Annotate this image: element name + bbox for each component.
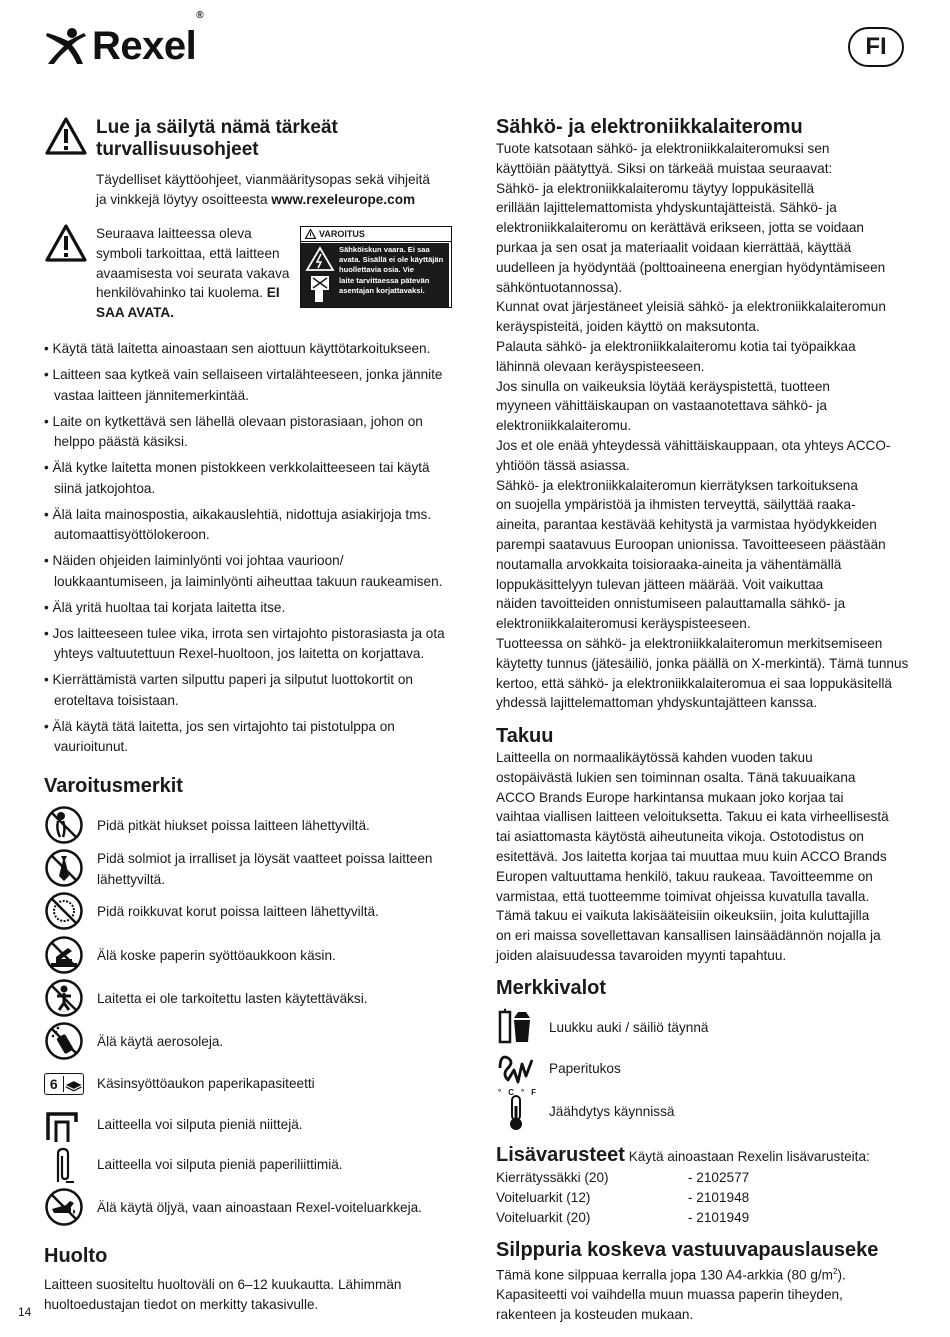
warning-label-header [301, 227, 451, 242]
paperclip-icon [44, 1146, 84, 1186]
weee-line: elektroniikkalaiteromu on kerättävä erikseen, jotta se voidaan [496, 220, 864, 236]
weee-line: Tuotteessa on sähkö- ja elektroniikkalaiteromun merkitsemiseen [496, 635, 883, 651]
list-item: • Kierrättämistä varten silputtu paperi ja silputut luottokortit on eroteltava toisistaan. [44, 670, 456, 711]
warning-symbol-row [44, 1187, 456, 1227]
accessory-name: Voiteluarkit (20) [496, 1209, 591, 1225]
weee-line: Palauta sähkö- ja elektroniikkalaiteromu kotia tai työpaikkaa [496, 338, 856, 354]
warning-symbol-text: Käsinsyöttöaukon paperikapasiteetti [97, 1076, 315, 1091]
warning-label-text [339, 245, 449, 296]
weee-line: uudelleen ja hyödyntää (polttoaineena energian hyödyntämiseen [496, 259, 886, 275]
indicator-row [496, 1090, 674, 1132]
warning-label-title: VAROITUS [319, 229, 365, 239]
weee-text [496, 139, 916, 713]
accessory-name: Voiteluarkit (12) [496, 1189, 591, 1205]
paper-stack-icon [64, 1076, 83, 1092]
disclaimer-heading: Silppuria koskeva vastuuvapauslauseke [496, 1239, 879, 1261]
indicator-row [496, 1008, 708, 1046]
disclaimer-line-end: ). [837, 1267, 846, 1283]
weee-line: lähinnä olevaan keräyspisteeseen. [496, 358, 705, 374]
website-link[interactable]: www.rexeleurope.com [271, 191, 416, 207]
weee-line: käytetty tunnus (jätesäiliö, jonka päällä on X-merkintä). Tämä tunnus [496, 655, 909, 671]
list-item: • Älä kytke laitetta monen pistokkeen verkkolaitteeseen tai käytä siinä jatkojohtoa. [44, 458, 456, 499]
accessories-table [496, 1168, 749, 1227]
warning-symbol-row [44, 805, 456, 845]
paper-jam-icon [496, 1050, 536, 1086]
list-item: • Jos laitteeseen tulee vika, irrota sen virtajohto pistorasiasta ja ota yhteys valtuutettuun Rexel-huoltoon, jos laitetta on korjattava. [44, 624, 456, 665]
warning-triangle-icon [45, 117, 87, 155]
symbol-line: Seuraava laitteessa oleva [96, 226, 252, 241]
safety-intro-line2: ja vinkkejä löytyy osoitteesta [96, 191, 272, 207]
weee-line: purkaa ja sen osat ja materiaalit voidaan kierrättää, käyttää [496, 239, 852, 255]
brand-name: Rexel [92, 23, 197, 68]
indicators-heading: Merkkivalot [496, 977, 607, 999]
warning-label-line: avata. Sisällä ei ole käyttäjän [339, 255, 444, 265]
list-item: • Älä käytä tätä laitetta, jos sen virtajohto tai pistotulppa on vaurioitunut. [44, 717, 456, 758]
indicator-label: Jäähdytys käynnissä [549, 1103, 675, 1119]
warning-label-line: asentajan korjattavaksi. [339, 285, 425, 295]
no-jewelry-icon [44, 891, 84, 931]
no-oil-icon [44, 1187, 84, 1227]
weee-line: Kunnat ovat järjestäneet yleisiä sähkö- ja elektroniikkalaiteromun [496, 299, 886, 315]
table-row [496, 1188, 749, 1208]
weee-line: Jos et ole enää yhteydessä vähittäiskauppaan, ota yhteys ACCO- [496, 437, 891, 453]
warning-symbol-text: Älä käytä aerosoleja. [97, 1034, 224, 1049]
registered-mark: ® [196, 9, 204, 21]
weee-line: yhtiöön tässä asiassa. [496, 457, 630, 473]
staple-icon [44, 1108, 84, 1148]
warning-label-box [300, 226, 452, 308]
table-row [496, 1208, 749, 1228]
sheet-capacity-number: 6 [45, 1076, 64, 1092]
weee-line: keräyspisteitä, joiden käyttö on maksutonta. [496, 319, 760, 335]
weee-line: Tuote katsotaan sähkö- ja elektroniikkalaiteromuksi sen [496, 141, 830, 156]
warning-symbol-row [44, 1073, 456, 1095]
disclaimer-line: rakenteen ja kosteuden mukaan. [496, 1307, 694, 1323]
weee-line: yhdessä lajittelemattoman yhdyskuntajätteen kanssa. [496, 695, 818, 711]
weee-line: sähköntuotannossa). [496, 279, 623, 295]
do-not-open-text: EI [263, 285, 280, 301]
warning-symbols-heading: Varoitusmerkit [44, 775, 183, 797]
weee-line: aineita, parantaa kestävää kehitystä ja varmistaa hyödykkeiden [496, 517, 877, 533]
indicator-row [496, 1050, 621, 1086]
sheet-capacity-icon [44, 1073, 84, 1095]
temperature-units: °C°F [498, 1088, 544, 1097]
warning-symbol-text: Pidä roikkuvat korut poissa laitteen lähettyviltä. [97, 904, 379, 919]
accessories-subtitle: Käytä ainoastaan Rexelin lisävarusteita: [624, 1149, 870, 1164]
page-number: 14 [18, 1305, 32, 1319]
safety-bullet-list [44, 339, 456, 763]
safety-title-line2: turvallisuusohjeet [96, 139, 259, 160]
accessories-heading-line [496, 1144, 870, 1167]
accessory-code: - 2101948 [688, 1189, 750, 1205]
weee-line: Sähkö- ja elektroniikkalaiteromun kierrätyksen tarkoituksena [496, 477, 858, 493]
list-item: • Älä yritä huoltaa tai korjata laitetta itse. [44, 598, 456, 619]
weee-line: myyneen vähittäiskaupan on vastaanotettava sähkö- ja [496, 398, 827, 414]
superscript: 2 [833, 1267, 838, 1276]
safety-title-line1: Lue ja säilytä nämä tärkeät [96, 117, 338, 138]
warning-symbol-text: Älä käytä öljyä, vaan ainoastaan Rexel-voiteluarkkeja. [97, 1200, 422, 1215]
weee-line: kertoo, että sähkö- ja elektroniikkalaiteromua ei saa loppukäsitellä [496, 675, 892, 691]
warning-symbol-row [44, 935, 456, 975]
warning-label-body [301, 243, 449, 307]
symbol-explanation [96, 224, 301, 323]
warning-symbol-row [44, 1021, 456, 1061]
warranty-heading: Takuu [496, 725, 554, 747]
thermometer-icon [496, 1088, 544, 1132]
weee-line: erillään lajittelemattomista yhdyskuntajätteistä. Sähkö- ja [496, 200, 837, 216]
accessory-name: Kierrätyssäkki (20) [496, 1170, 609, 1185]
warranty-line: joiden alaisuudessa tavaroiden myynti tapahtuu. [496, 947, 787, 963]
disclaimer-text [496, 1262, 916, 1325]
warning-label-line: laite tarvittaessa pätevän [339, 275, 430, 285]
warning-symbol-row [44, 978, 456, 1018]
warning-label-line: Sähköiskun vaara. Ei saa [339, 245, 430, 254]
warranty-line: tai asiattomasta käytöstä aiheutuneita vikoja. Ostotodistus on [496, 829, 864, 845]
warranty-line: ostopäivästä lukien sen toiminnan osalta. Tänä takuuaikana [496, 769, 856, 785]
warning-symbol-row [44, 1108, 456, 1148]
symbol-line: symboli tarkoittaa, että laitteen [96, 245, 280, 261]
list-item: • Laite on kytkettävä sen lähellä olevaan pistorasiaan, johon on helppo päästä käsiksi. [44, 412, 456, 453]
warranty-line: Laitteella on normaalikäytössä kahden vuoden takuu [496, 750, 813, 765]
table-row [496, 1168, 749, 1188]
symbol-line: henkilövahinko tai kuolema. [96, 285, 264, 301]
warranty-line: varmistaa, että tuotteemme toimivat ohjeissa kuvatulla tavalla. [496, 888, 870, 904]
warranty-line: Europen valtuuttama henkilö, takuu raukeaa. Tavoitteemme on [496, 868, 873, 884]
warning-triangle-icon [45, 224, 87, 262]
warranty-line: ACCO Brands Europe harkintansa mukaan joko korjaa tai [496, 789, 844, 805]
warning-symbol-row [44, 891, 456, 931]
weee-line: loppukäsittelyyn tulevan jätteen määrää. Voit vaikuttaa [496, 576, 824, 592]
warranty-text [496, 748, 916, 966]
accessory-code: - 2102577 [688, 1170, 750, 1185]
maintenance-line: huoltoedustajan tiedot on merkitty takasivulle. [44, 1296, 319, 1312]
symbol-line: avaamisesta voi seurata vakava [96, 265, 290, 281]
warning-symbol-text: Pidä solmiot ja irralliset ja löysät vaatteet poissa laitteen lähettyviltä. [97, 851, 433, 887]
list-item: • Näiden ohjeiden laiminlyönti voi johtaa vaurioon/ loukkaantumiseen, ja laiminlyönti aiheuttaa takuun raukeamisen. [44, 551, 456, 592]
weee-line: on suojella ympäristöä ja ihmisten terveyttä, säilyttää raaka- [496, 497, 856, 513]
electric-shock-icon [305, 246, 335, 304]
warning-symbol-text: Älä koske paperin syöttöaukkoon käsin. [97, 948, 336, 963]
warning-symbol-row [44, 1146, 456, 1186]
no-children-icon [44, 978, 84, 1018]
rexel-figure-icon [44, 26, 88, 66]
warning-label-line: huollettavia osia. Vie [339, 265, 414, 275]
warranty-line: esitettävä. Jos laitetta korjaa tai muuttaa muu kuin ACCO Brands [496, 848, 887, 864]
warning-symbol-text: Laitteella voi silputa pieniä niittejä. [97, 1117, 303, 1132]
list-item: • Laitteen saa kytkeä vain sellaiseen virtalähteeseen, jonka jännite vastaa laitteen jännitemerkintää. [44, 365, 456, 406]
disclaimer-line: Tämä kone silppuaa kerralla jopa 130 A4-arkkia (80 g/m [496, 1267, 834, 1283]
no-hand-icon [44, 935, 84, 975]
warning-symbol-text: Laitetta ei ole tarkoitettu lasten käytettäväksi. [97, 991, 368, 1006]
language-badge: FI [848, 27, 904, 67]
maintenance-text [44, 1275, 456, 1315]
do-not-open-text: SAA AVATA. [96, 305, 175, 321]
safety-intro [96, 170, 456, 210]
weee-line: noutamalla arvokkaita toisioraaka-aineita ja vähentämällä [496, 556, 842, 572]
maintenance-line: Laitteen suositeltu huoltoväli on 6–12 kuukautta. Lähimmän [44, 1277, 402, 1292]
list-item: • Käytä tätä laitetta ainoastaan sen aiottuun käyttötarkoitukseen. [44, 339, 456, 360]
weee-line: näiden tavoitteiden onnistumiseen palauttamalla sähkö- ja [496, 596, 846, 612]
accessories-heading: Lisävarusteet [496, 1144, 625, 1166]
rexel-logo [44, 9, 204, 68]
accessory-code: - 2101949 [688, 1209, 750, 1225]
warning-symbol-text: Pidä pitkät hiukset poissa laitteen lähettyviltä. [97, 818, 370, 833]
indicator-label: Paperitukos [549, 1060, 621, 1076]
bin-full-icon [496, 1008, 536, 1046]
indicator-label: Luukku auki / säiliö täynnä [549, 1019, 709, 1035]
weee-line: Sähkö- ja elektroniikkalaiteromu täytyy loppukäsitellä [496, 180, 815, 196]
list-item: • Älä laita mainospostia, aikakauslehtiä, nidottuja asiakirjoja tms. automaattisyöttölokeroon. [44, 505, 456, 546]
no-aerosol-icon [44, 1021, 84, 1061]
weee-line: elektroniikkalaiteromu. [496, 418, 632, 434]
weee-line: elektroniikkalaiteromusi keräyspisteeseen. [496, 616, 751, 632]
weee-heading: Sähkö- ja elektroniikkalaiteromu [496, 116, 803, 138]
no-tie-icon [44, 848, 84, 888]
safety-intro-line1: Täydelliset käyttöohjeet, vianmääritysopas sekä vihjeitä [96, 172, 430, 187]
no-long-hair-icon [44, 805, 84, 845]
warning-symbol-row [44, 848, 456, 890]
weee-line: Jos sinulla on vaikeuksia löytää keräyspistettä, tuotteen [496, 378, 830, 394]
weee-line: parempi saatavuus Euroopan unionissa. Tavoitteeseen päästään [496, 536, 886, 552]
warranty-line: vaihtaa viallisen laitteen veloituksetta. Takuu ei kata virheellisestä [496, 809, 889, 825]
maintenance-heading: Huolto [44, 1245, 108, 1267]
warning-symbol-text: Laitteella voi silputa pieniä paperiliittimiä. [97, 1157, 343, 1172]
small-warning-icon [305, 229, 316, 239]
weee-line: käyttöiän päätyttyä. Siksi on tärkeää muistaa seuraavat: [496, 160, 833, 176]
disclaimer-line: Kapasiteetti voi vaihdella muun muassa paperin tiheyden, [496, 1287, 843, 1303]
warranty-line: Tämä takuu ei vaikuta lakisääteisiin oikeuksiin, joita kuluttajilla [496, 908, 870, 924]
safety-title [96, 117, 456, 161]
warranty-line: on eri maissa sovellettavan kansallisen lainsäädännön nojalla ja [496, 928, 881, 944]
